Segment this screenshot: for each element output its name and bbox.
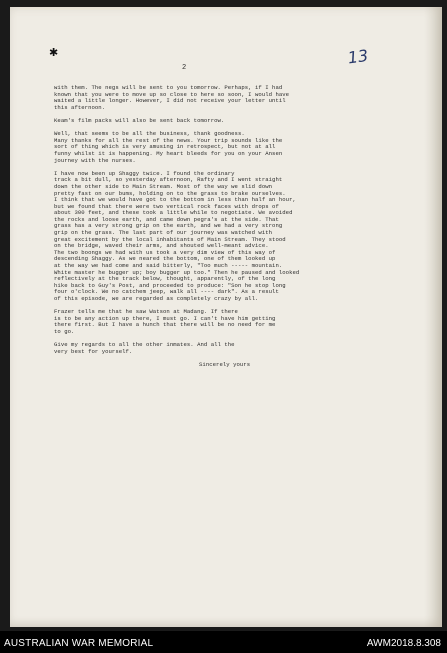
page-number: 2	[182, 64, 187, 72]
closing-signoff: Sincerely yours	[199, 360, 251, 368]
paragraph-1: with them. The negs will be sent to you tomorrow. Perhaps, if I had known that you were to move up so close to here so soon, I would have waited a little longer. However, I did not receive your letter until this afternoon.	[54, 84, 290, 111]
paragraph-4: I have now been up Shaggy twice. I found the ordinary track a bit dull, so yesterday afternoon, Rafty and I went straight down the other side to Main Stream. Most of the way we slid down pretty fast on our bums, holding on to the grass to brake ourselves. I think that we would have got to the bottom in less than half an hour, but we found that there were two vertical rock faces with drops of about 300 feet, and these took a little while to negotiate. We avoided the rocks and loose earth, and came down pegra's at the side. That grass has a very strong grip on the earth, and we had a very strong grip on the grass. The last part of our journey was watched with great excitement by the local inhabitants of Main Stream. They stood on the bridge, waved their arms, and shouted well-meant advice. The two boongs we had with us took a very dim view of this way of descending Shaggy. As we neared the bottom, one of them looked up at the way we had come and said bitterly, "Too much ----- mountain. White master he bugger up; boy bugger up too." Then he paused and looked reflectively at the track below, thought, apparently, of the long hike back to Guy's Post, and proceeded to produce: "Son he stop long four o'clock. We no catchem jeep, walk all ---- dark". As a result of this episode, we are regarded as completely crazy by all.	[54, 169, 300, 302]
folio-annotation: 13	[346, 45, 370, 68]
paragraph-3: Well, that seems to be all the business, thank goodness. Many thanks for all the rest of the news. Your trip sounds like the sort of thing which is very amusing in retrospect, but not at all funny whilst it is happening. My heart bleeds for you on your Ansen journey with the nurses.	[54, 130, 283, 164]
paragraph-2: Keam's film packs will also be sent back tomorrow.	[54, 116, 225, 124]
institution-name: AUSTRALIAN WAR MEMORIAL	[4, 638, 154, 649]
ink-mark-icon: ✱	[49, 46, 59, 59]
letter-body	[54, 85, 414, 375]
paragraph-6: Give my regards to all the other inmates. And all the very best for yourself.	[54, 341, 235, 355]
paragraph-5: Frazer tells me that he saw Watson at Madang. If there is to be any action up there, I must go. I can't have him getting there first. But I have a hunch that there will be no need for me to go.	[54, 308, 276, 335]
archive-footer	[0, 631, 447, 653]
accession-number: AWM2018.8.308	[366, 638, 441, 649]
